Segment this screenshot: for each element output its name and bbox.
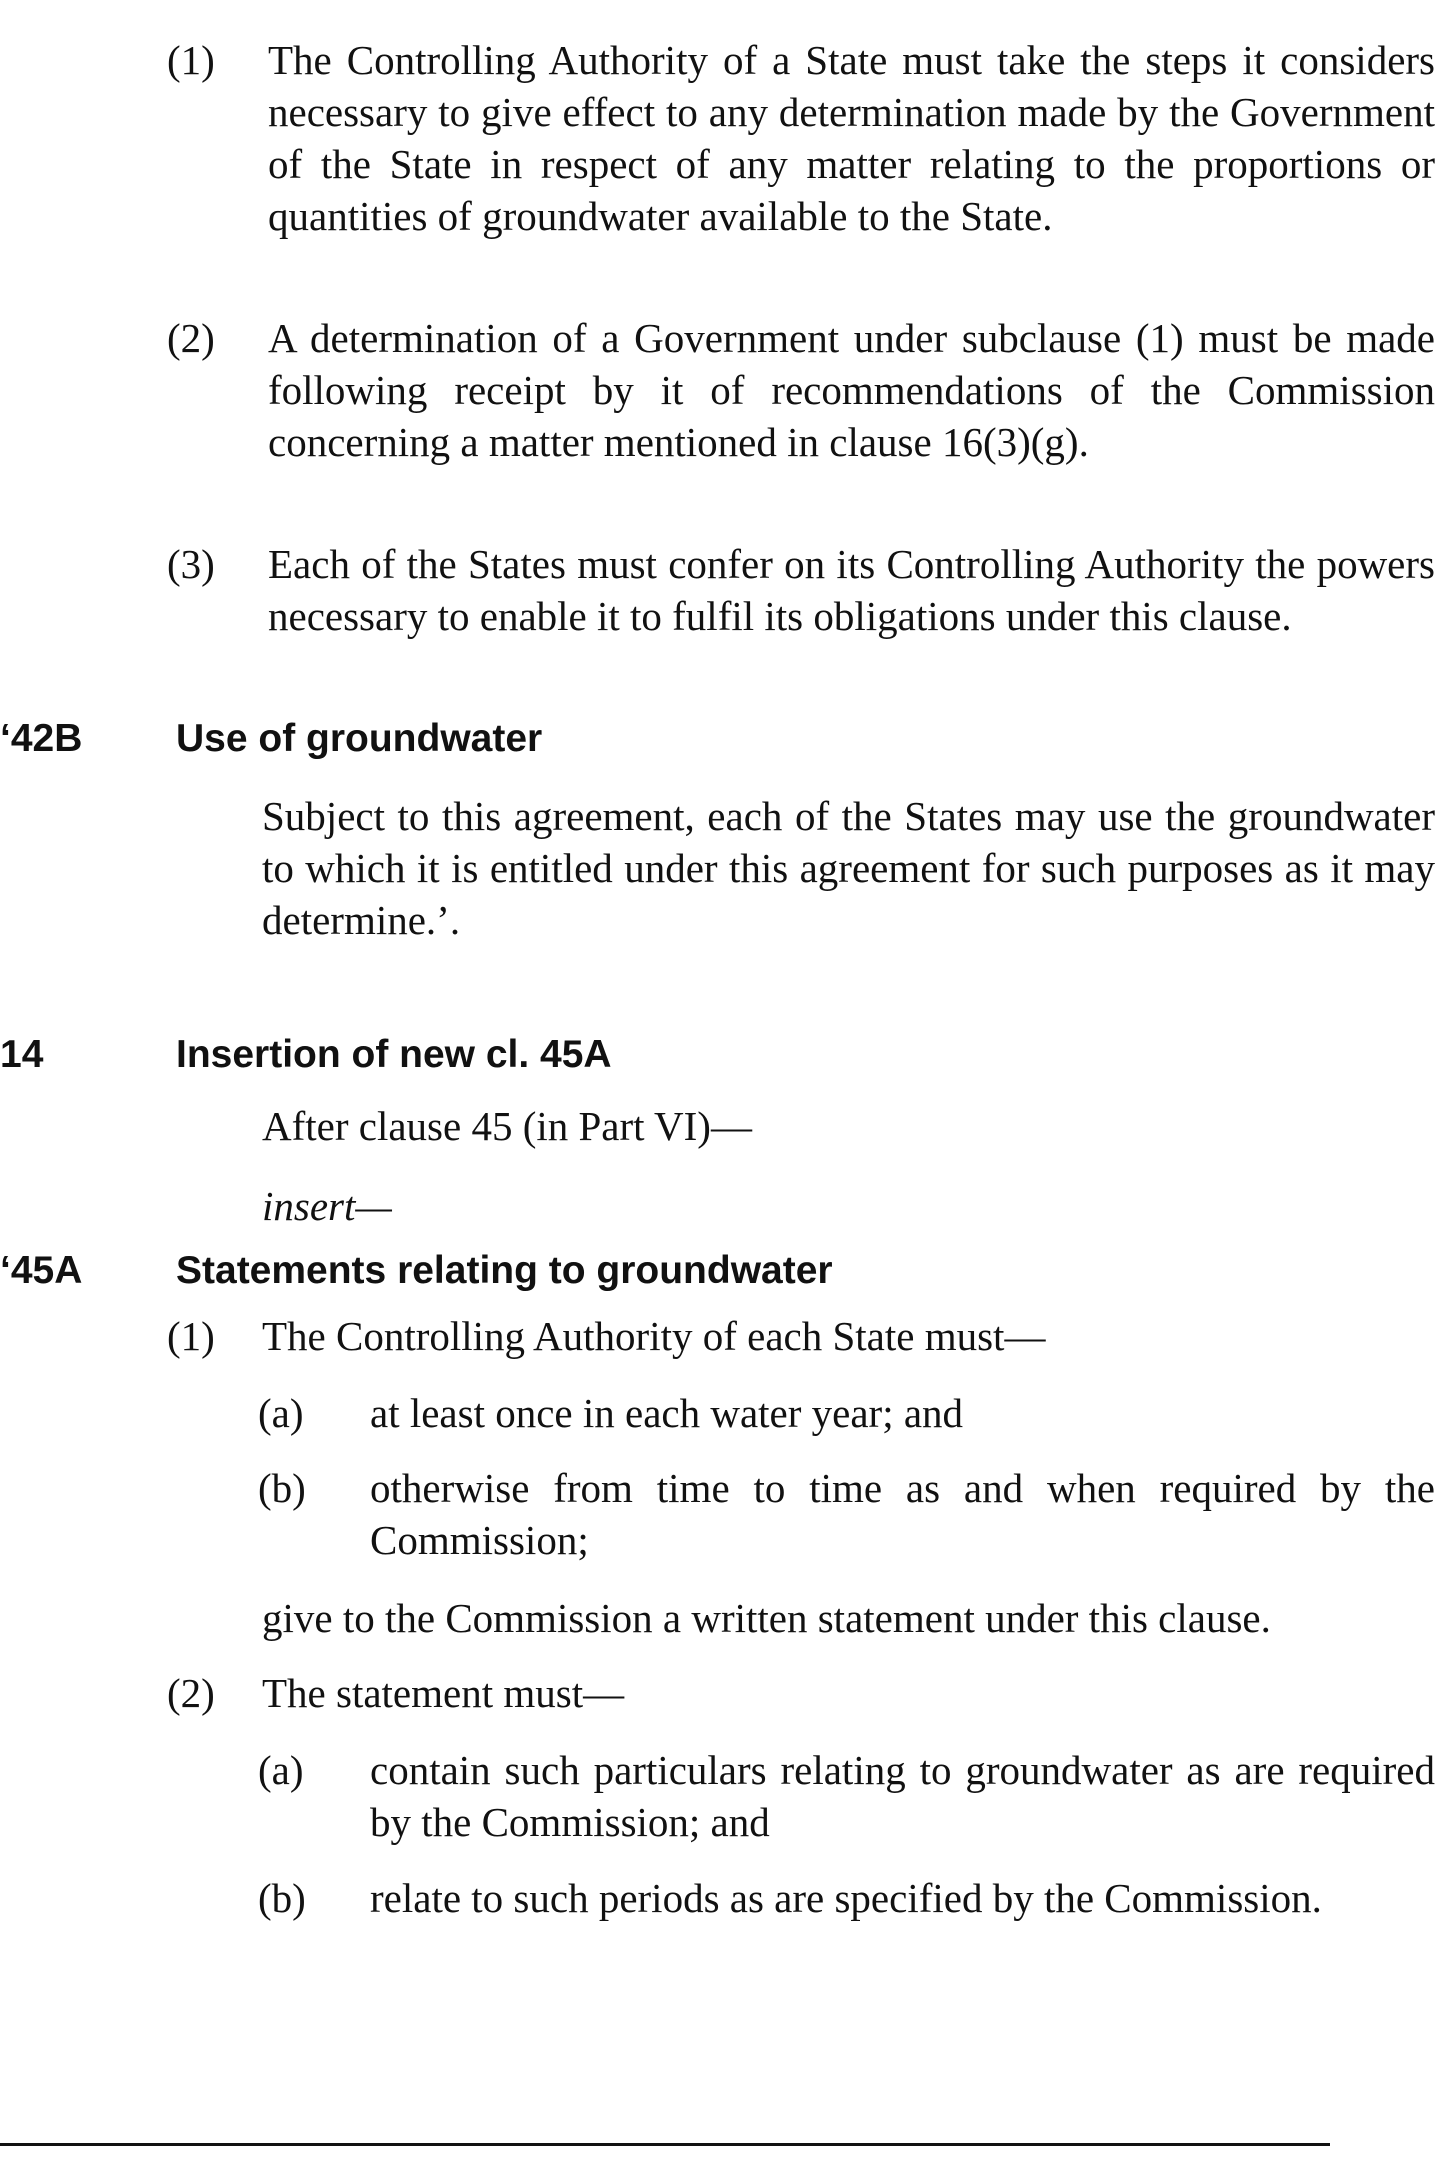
subclause-text: The Controlling Authority of each State must— — [262, 1313, 1046, 1359]
subclause-number: (2) — [167, 315, 215, 361]
subclause-number: (2) — [167, 1670, 215, 1716]
subclause-number: (1) — [167, 37, 215, 83]
clause-text: Subject to this agreement, each of the States may use the groundwater to which it is entitled under this agreement for such purposes as it may determine.’. — [262, 793, 1435, 943]
paragraph-letter: (a) — [258, 1747, 304, 1793]
paragraph-letter: (b) — [258, 1465, 306, 1511]
clause-heading: Use of groundwater — [176, 717, 543, 760]
subclause-number: (3) — [167, 541, 215, 587]
subclause-text: A determination of a Government under subclause (1) must be made following receipt by it of recommendations of the Commission concerning a matter mentioned in clause 16(3)(g). — [268, 315, 1435, 465]
paragraph-text: otherwise from time to time as and when required by the Commission; — [370, 1465, 1435, 1563]
clause-number: ‘45A — [0, 1249, 83, 1292]
subclause-text: The Controlling Authority of a State must take the steps it considers necessary to give effect to any determination made by the Government of the State in respect of any matter relating to the proportions or quantities of groundwater available to the State. — [268, 37, 1435, 239]
section-heading: Insertion of new cl. 45A — [176, 1033, 612, 1076]
paragraph-text: relate to such periods as are specified by the Commission. — [370, 1875, 1322, 1921]
subclause-text: The statement must— — [262, 1670, 625, 1716]
instruction-text: After clause 45 (in Part VI)— — [262, 1103, 752, 1149]
subclause-tail-text: give to the Commission a written statement under this clause. — [262, 1595, 1271, 1641]
paragraph-letter: (b) — [258, 1875, 306, 1921]
paragraph-text: contain such particulars relating to groundwater as are required by the Commission; and — [370, 1747, 1435, 1845]
subclause-number: (1) — [167, 1313, 215, 1359]
insert-text: insert— — [262, 1183, 392, 1229]
section-number: 14 — [0, 1033, 44, 1076]
clause-number: ‘42B — [0, 717, 83, 760]
clause-heading: Statements relating to groundwater — [176, 1249, 833, 1292]
paragraph-letter: (a) — [258, 1390, 304, 1436]
subclause-text: Each of the States must confer on its Controlling Authority the powers necessary to enable it to fulfil its obligations under this clause. — [268, 541, 1435, 639]
footer-rule — [0, 2143, 1330, 2146]
paragraph-text: at least once in each water year; and — [370, 1390, 964, 1436]
